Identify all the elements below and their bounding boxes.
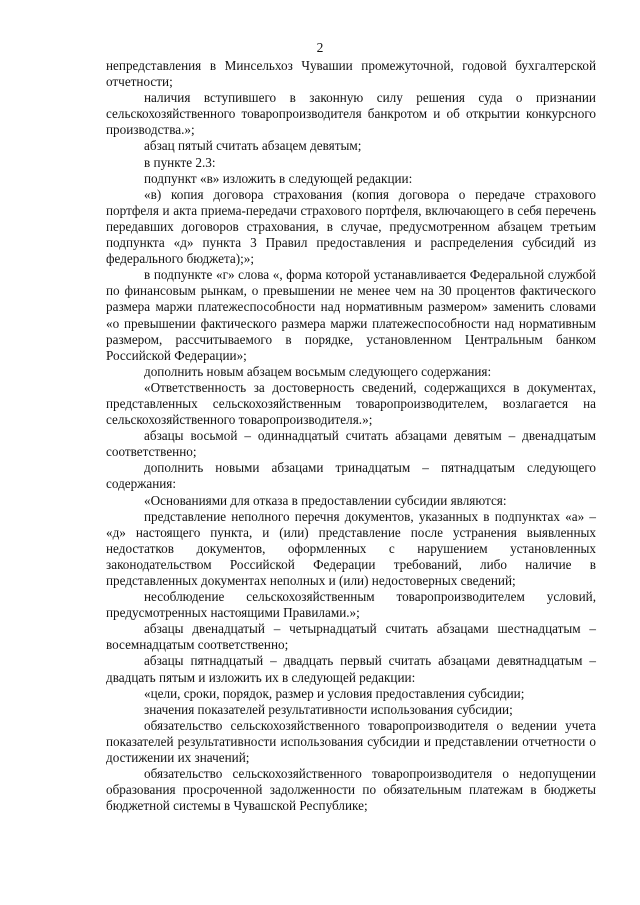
paragraph: в подпункте «г» слова «, форма которой устанавливается Федеральной службой по финансовым рынкам, о превышении не менее чем на 30 процентов фактического размера маржи платежеспособности над нормативным размером» заменить словами «о превышении фактического размера маржи платежеспособности над нормативным размером, рассчитываемого в порядке, установленном Центральным банком Российской Федерации»;	[106, 267, 596, 363]
page-number: 2	[316, 40, 324, 55]
paragraph: абзац пятый считать абзацем девятым;	[144, 138, 362, 154]
paragraph: абзацы восьмой – одиннадцатый считать абзацами девятым – двенадцатым соответственно;	[106, 428, 596, 460]
paragraph: дополнить новым абзацем восьмым следующего содержания:	[144, 363, 492, 379]
paragraph: дополнить новыми абзацами тринадцатым – пятнадцатым следующего содержания:	[106, 460, 596, 492]
paragraph: представление неполного перечня документов, указанных в подпунктах «а» – «д» настоящего пункта, и (или) представление после устранения выявленных недостатков документов, оформленных с нарушением установленных законодательством Российской Федерации требований, либо наличие в представленных документах неполных и (или) недостоверных сведений;	[106, 508, 596, 588]
paragraph: обязательство сельскохозяйственного товаропроизводителя о недопущении образования просроченной задолженности по обязательным платежам в бюджеты бюджетной системы в Чувашской Республике;	[106, 766, 596, 814]
paragraph: наличия вступившего в законную силу решения суда о признании сельскохозяйственного товаропроизводителя банкротом и об открытии конкурсного производства.»;	[106, 90, 596, 138]
paragraph: непредставления в Минсельхоз Чувашии промежуточной, годовой бухгалтерской отчетности;	[106, 58, 596, 90]
paragraph: «цели, сроки, порядок, размер и условия предоставления субсидии;	[144, 685, 525, 701]
paragraph: «в) копия договора страхования (копия договора о передаче страхового портфеля и акта приема-передачи страхового портфеля, включающего в себя перечень передавших договоров страхования, в случае, предусмотренном абзацем третьим подпункта «д» пункта 3 Правил предоставления и распределения субсидий из федерального бюджета);»;	[106, 186, 596, 267]
document-body	[106, 58, 596, 814]
paragraph: обязательство сельскохозяйственного товаропроизводителя о ведении учета показателей результативности использования субсидии и представлении отчетности о достижении их значений;	[106, 717, 596, 766]
paragraph: «Основаниями для отказа в предоставлении субсидии являются:	[144, 492, 507, 508]
paragraph: значения показателей результативности использования субсидии;	[144, 701, 513, 717]
paragraph: абзацы двенадцатый – четырнадцатый считать абзацами шестнадцатым – восемнадцатым соответственно;	[106, 621, 596, 653]
paragraph: абзацы пятнадцатый – двадцать первый считать абзацами девятнадцатым – двадцать пятым и изложить их в следующей редакции:	[106, 653, 596, 685]
paragraph: подпункт «в» изложить в следующей редакции:	[144, 170, 413, 186]
paragraph: в пункте 2.3:	[144, 154, 216, 170]
paragraph: несоблюдение сельскохозяйственным товаропроизводителем условий, предусмотренных настоящими Правилами.»;	[106, 589, 596, 621]
paragraph: «Ответственность за достоверность сведений, содержащихся в документах, представленных сельскохозяйственным товаропроизводителем, возлагается на сельскохозяйственного товаропроизводителя.»;	[106, 379, 596, 428]
